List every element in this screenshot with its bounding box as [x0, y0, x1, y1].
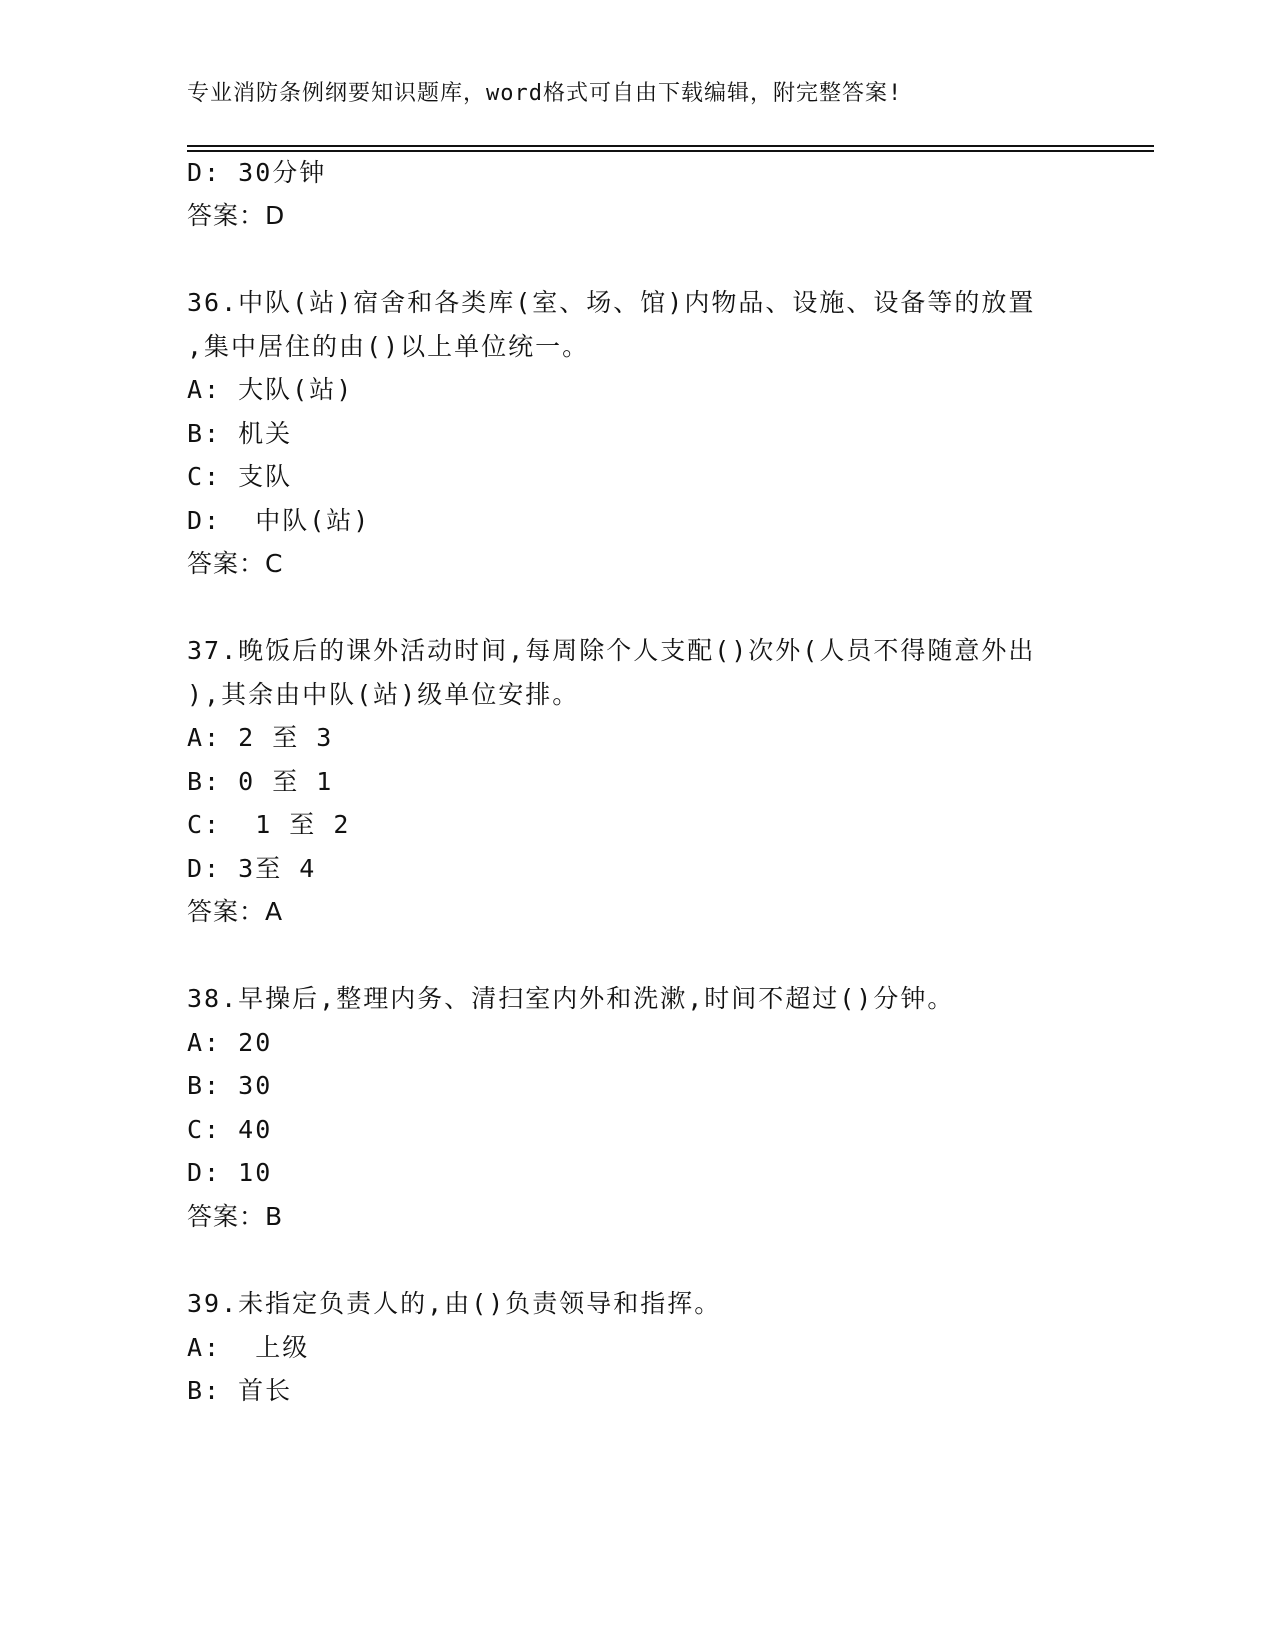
- q36-stem-line1: 36.中队(站)宿舍和各类库(室、场、馆)内物品、设施、设备等的放置: [187, 288, 1036, 317]
- q38-option-a: A: 20: [187, 1028, 273, 1057]
- q39-option-a: A: 上级: [187, 1333, 310, 1362]
- q36-option-c: C: 支队: [187, 462, 293, 491]
- q37-stem-line1: 37.晚饭后的课外活动时间,每周除个人支配()次外(人员不得随意外出: [187, 636, 1036, 665]
- q37-option-c: C: 1 至 2: [187, 810, 351, 839]
- q37-option-a: A: 2 至 3: [187, 723, 334, 752]
- q38-option-d: D: 10: [187, 1158, 273, 1187]
- q39-option-b: B: 首长: [187, 1376, 293, 1405]
- q36-option-d: D: 中队(站): [187, 506, 371, 535]
- q37-stem-line2: ),其余由中队(站)级单位安排。: [187, 680, 580, 709]
- header-rule-bottom: [187, 150, 1154, 152]
- q36-answer: 答案：C: [187, 549, 284, 578]
- page-header: 专业消防条例纲要知识题库，word格式可自由下载编辑，附完整答案!: [187, 81, 903, 106]
- q36-option-b: B: 机关: [187, 419, 293, 448]
- q37-option-b: B: 0 至 1: [187, 767, 334, 796]
- q37-option-d: D: 3至 4: [187, 854, 317, 883]
- q38-answer: 答案：B: [187, 1202, 284, 1231]
- header-rule-top: [187, 145, 1154, 147]
- q36-stem-line2: ,集中居住的由()以上单位统一。: [187, 332, 590, 361]
- q38-option-c: C: 40: [187, 1115, 273, 1144]
- prev-answer: 答案：D: [187, 201, 286, 230]
- q38-stem-line1: 38.早操后,整理内务、清扫室内外和洗漱,时间不超过()分钟。: [187, 984, 955, 1013]
- q37-answer: 答案：A: [187, 897, 284, 926]
- q36-option-a: A: 大队(站): [187, 375, 354, 404]
- prev-option-d: D: 30分钟: [187, 158, 327, 187]
- q39-stem-line1: 39.未指定负责人的,由()负责领导和指挥。: [187, 1289, 722, 1318]
- q38-option-b: B: 30: [187, 1071, 273, 1100]
